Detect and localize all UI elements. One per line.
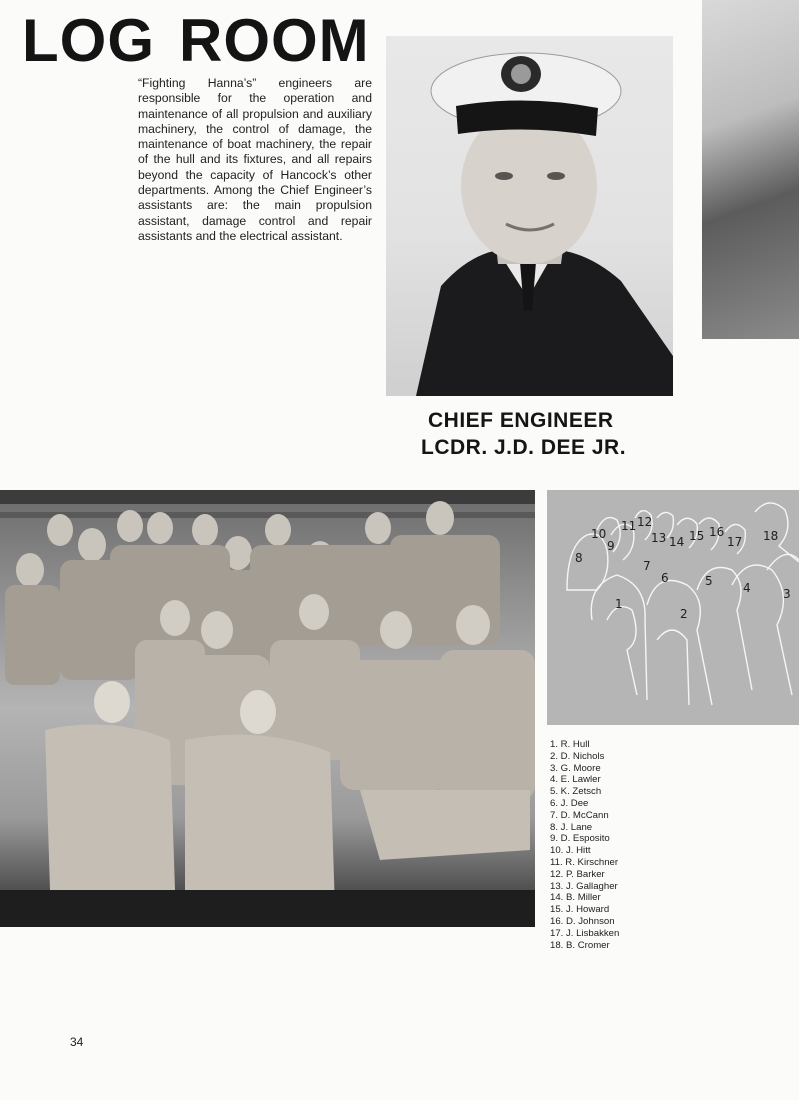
list-item: 10. J. Hitt (550, 845, 591, 857)
key-number-6: 6 (661, 571, 669, 585)
key-silhouettes (547, 490, 799, 725)
key-number-13: 13 (651, 531, 667, 545)
key-number-7: 7 (643, 559, 651, 573)
chief-engineer-portrait (386, 36, 673, 396)
list-item: 15. J. Howard (550, 904, 610, 916)
key-number-16: 16 (709, 525, 725, 539)
title-word-room: ROOM (179, 7, 370, 74)
list-item: 16. D. Johnson (550, 915, 615, 927)
list-item: 1. R. Hull (550, 739, 590, 750)
list-item: 12. P. Barker (550, 868, 605, 880)
list-item: 4. E. Lawler (550, 774, 601, 786)
engineering-group-photo (0, 490, 535, 927)
list-item: 18. B. Cromer (550, 939, 610, 951)
caption-name: LCDR. J.D. DEE JR. (421, 436, 627, 459)
list-item: 11. R. Kirschner (550, 856, 619, 868)
key-number-15: 15 (689, 529, 705, 543)
key-number-12: 12 (637, 515, 653, 529)
list-item: 14. B. Miller (550, 892, 601, 904)
names-list (550, 739, 670, 951)
list-item: 7. D. McCann (550, 809, 609, 821)
key-number-3: 3 (783, 587, 791, 601)
list-item: 8. J. Lane (550, 821, 593, 833)
list-item: 6. J. Dee (550, 797, 589, 809)
key-number-2: 2 (680, 607, 688, 621)
list-item: 13. J. Gallagher (550, 880, 618, 892)
intro-paragraph: “Fighting Hanna’s” engineers are responsible for the operation and maintenance of all propulsion and auxiliary machinery, the control of damage, the maintenance of boat machinery, the repair of the hull and its fixtures, and all repairs beyond the capacity of Hancock’s other departments. Among the Chief Engineer’s assistants are: the main propulsion assistant, damage control and repair assistants and the electrical assistant. (138, 76, 372, 243)
key-number-18: 18 (763, 529, 779, 543)
key-number-5: 5 (705, 574, 713, 588)
page-title (22, 6, 370, 76)
portrait-figure (386, 36, 673, 396)
office-corner-photo (702, 0, 799, 339)
key-number-1: 1 (615, 597, 623, 611)
list-item: 5. K. Zetsch (550, 786, 602, 798)
key-number-14: 14 (669, 535, 685, 549)
group-figures (0, 490, 535, 927)
key-number-17: 17 (727, 535, 743, 549)
key-number-8: 8 (575, 551, 583, 565)
list-item: 2. D. Nichols (550, 750, 605, 762)
key-number-11: 11 (621, 519, 637, 533)
list-item: 3. G. Moore (550, 762, 601, 774)
list-item: 17. J. Lisbakken (550, 927, 620, 939)
title-word-log: LOG (22, 7, 155, 74)
page-number: 34 (70, 1035, 84, 1049)
caption-role: CHIEF ENGINEER (428, 409, 614, 432)
key-number-4: 4 (743, 581, 751, 595)
key-number-9: 9 (607, 539, 615, 553)
name-key-diagram (547, 490, 799, 725)
list-item: 9. D. Esposito (550, 833, 610, 845)
key-number-10: 10 (591, 527, 607, 541)
